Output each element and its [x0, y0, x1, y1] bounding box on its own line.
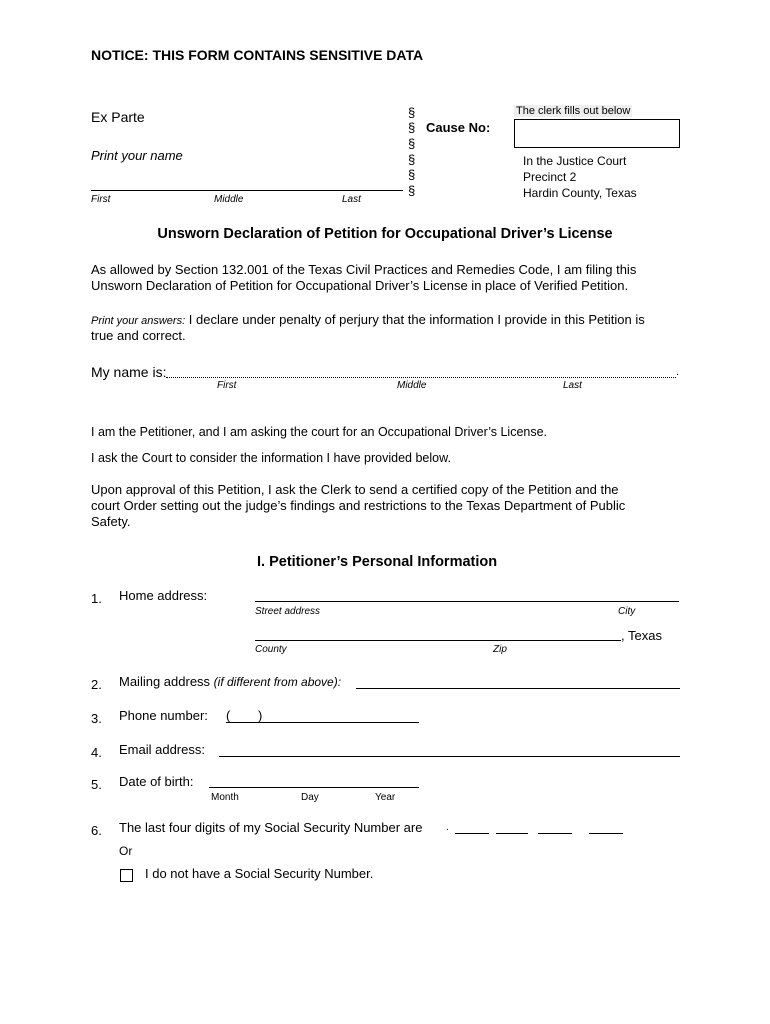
item-number: 2. [91, 677, 102, 692]
my-name-last-label: Last [563, 380, 582, 391]
approval-line: court Order setting out the judge’s findings and restrictions to the Texas Department of Public [91, 498, 626, 513]
court-county: Hardin County, Texas [523, 186, 637, 200]
form-title: Unsworn Declaration of Petition for Occupational Driver’s License [157, 226, 613, 242]
home-county-zip-input[interactable] [255, 624, 619, 640]
petitioner-statement: I am the Petitioner, and I am asking the court for an Occupational Driver’s License. [91, 425, 548, 439]
dob-year-label: Year [375, 792, 396, 803]
phone-area-open: ( [226, 708, 231, 723]
email-address-input[interactable] [219, 740, 678, 756]
print-name-label: Print your name [91, 148, 183, 163]
ssn-digit-2-underline [496, 833, 528, 834]
ssn-digit-3-input[interactable] [538, 818, 572, 833]
approval-line: Safety. [91, 514, 131, 529]
name-last-label: Last [342, 194, 361, 205]
mailing-address-underline [356, 688, 680, 689]
ssn-label: The last four digits of my Social Security Number are [119, 820, 423, 835]
ssn-digit-1-underline [455, 833, 489, 834]
item-number: 5. [91, 777, 102, 792]
date-of-birth-input[interactable] [209, 771, 417, 787]
home-county-underline [255, 640, 621, 641]
zip-label: Zip [493, 644, 507, 655]
date-of-birth-label: Date of birth: [119, 774, 194, 789]
my-name-first-label: First [217, 380, 237, 391]
section-symbol: § [408, 152, 416, 167]
clerk-note: The clerk fills out below [516, 105, 631, 117]
or-label: Or [119, 844, 133, 858]
court-precinct: Precinct 2 [523, 170, 577, 184]
phone-area-close: ) [258, 708, 263, 723]
mailing-address-label [119, 674, 341, 689]
declaration-line [91, 312, 645, 327]
intro-line: As allowed by Section 132.001 of the Texas Civil Practices and Remedies Code, I am filing this [91, 262, 637, 277]
ssn-digit-4-underline [589, 833, 623, 834]
home-street-city-input[interactable] [255, 585, 677, 601]
street-address-label: Street address [255, 606, 321, 617]
declaration-prefix: Print your answers: [91, 315, 186, 327]
mailing-address-hint: (if different from above): [213, 675, 342, 689]
petitioner-name-input[interactable] [91, 172, 401, 188]
state-suffix: , Texas [621, 628, 662, 643]
declaration-line-2: true and correct. [91, 328, 186, 343]
section-symbol: § [408, 120, 416, 135]
my-name-underline [166, 377, 676, 378]
name-middle-label: Middle [214, 194, 244, 205]
section-symbol: § [408, 105, 416, 120]
item-number: 3. [91, 711, 102, 726]
city-label: City [618, 606, 636, 617]
ssn-digit-2-input[interactable] [496, 818, 528, 833]
email-address-label: Email address: [119, 742, 205, 757]
ssn-digit-3-underline [538, 833, 572, 834]
ssn-dot: . [446, 822, 449, 833]
declaration-text: I declare under penalty of perjury that the information I provide in this Petition is [185, 312, 645, 327]
petitioner-name-underline [91, 190, 403, 191]
phone-number-input[interactable] [266, 706, 416, 722]
mailing-address-input[interactable] [356, 672, 678, 688]
no-ssn-label: I do not have a Social Security Number. [145, 866, 374, 881]
cause-number-input[interactable] [514, 119, 680, 148]
my-name-end-mark: . [676, 366, 680, 378]
ex-parte-label: Ex Parte [91, 109, 145, 125]
item-number: 1. [91, 591, 102, 606]
home-address-label: Home address: [119, 588, 208, 603]
sensitive-data-notice: NOTICE: THIS FORM CONTAINS SENSITIVE DATA [91, 47, 424, 63]
section-symbol: § [408, 183, 416, 198]
dob-day-label: Day [301, 792, 319, 803]
phone-number-label: Phone number: [119, 708, 208, 723]
item-number: 6. [91, 823, 102, 838]
county-label: County [255, 644, 287, 655]
section-symbol: § [408, 136, 416, 151]
name-first-label: First [91, 194, 111, 205]
consider-statement: I ask the Court to consider the information I have provided below. [91, 451, 451, 465]
email-address-underline [219, 756, 680, 757]
no-ssn-checkbox[interactable] [120, 869, 133, 882]
date-of-birth-underline [209, 787, 419, 788]
my-name-input[interactable] [166, 362, 674, 378]
item-number: 4. [91, 745, 102, 760]
intro-line: Unsworn Declaration of Petition for Occupational Driver’s License in place of Verified Petition. [91, 278, 629, 293]
court-name: In the Justice Court [523, 154, 627, 168]
home-street-underline [255, 601, 679, 602]
my-name-middle-label: Middle [397, 380, 427, 391]
section-heading: I. Petitioner’s Personal Information [257, 554, 498, 570]
cause-number-label: Cause No: [426, 120, 491, 135]
section-symbol: § [408, 167, 416, 182]
dob-month-label: Month [211, 792, 239, 803]
mailing-address-text: Mailing address [119, 674, 211, 689]
phone-number-underline [226, 722, 419, 723]
ssn-digit-1-input[interactable] [455, 818, 489, 833]
ssn-digit-4-input[interactable] [589, 818, 623, 833]
my-name-label: My name is: [91, 364, 167, 380]
approval-line: Upon approval of this Petition, I ask the Clerk to send a certified copy of the Petition and the [91, 482, 619, 497]
